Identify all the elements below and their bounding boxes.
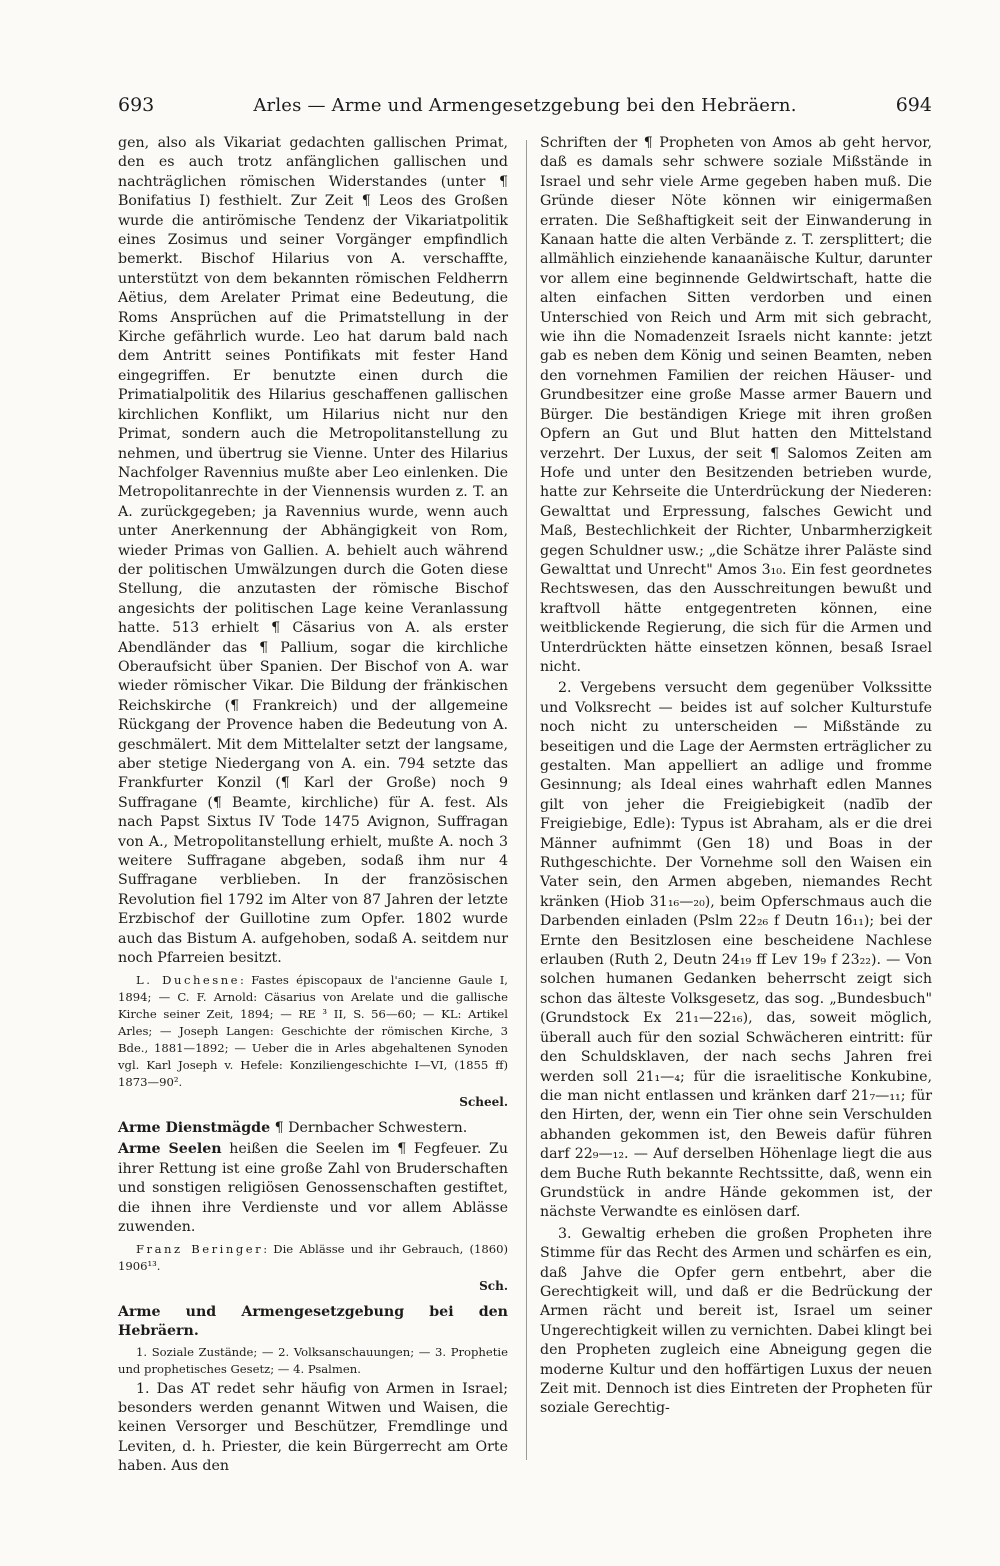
lit-author: Franz Beringer: [136, 1242, 264, 1257]
section-3-paragraph: 3. Gewaltig erheben die großen Propheten ihre Stimme für das Recht des Armen und schärfen es ein, daß Jahve die Opfer gern entbehrt, aber die Gerechtigkeit will, und daß er die Bedrückung der Armen rächt und bereit ist, Israel um seiner Ungerechtigkeit willen zu vernichten. Dabei klingt bei den Propheten zugleich eine Abneigung gegen die moderne Kultur und den hoffärtigen Luxus der neuen Zeit mit. Dennoch ist dies Eintreten der Propheten für soziale Gerechtig-: [540, 1225, 932, 1417]
column-divider: [526, 140, 527, 1460]
arles-continuation-paragraph: gen, also als Vikariat gedachten gallischen Primat, den es auch trotz anfänglichen gallischen und nachträglichen römischen Widerstandes (unter ¶ Bonifatius I) festhielt. Zur Zeit ¶ Leos des Großen wurde die antirömische Tendenz der Vikariatpolitik eines Zosimus und seiner Vorgänger empfindlich bemerkt. Bischof Hilarius von A. verschaffte, unterstützt von dem bekannten römischen Feldherrn Aëtius, dem Arelater Primat eine Bedeutung, die Roms Ansprüchen auf die Primatstellung in der Kirche gefährlich wurde. Leo hat darum bald nach dem Antritt seines Pontifikats mit fester Hand eingegriffen. Er benutzte einen durch die Primatialpolitik des Hilarius geschaffenen gallischen kirchlichen Konflikt, um Hilarius nicht nur den Primat, sondern auch die Metropolitanstellung zu nehmen, und übertrug sie Vienne. Unter des Hilarius Nachfolger Ravennius mußte aber Leo einlenken. Die Metropolitanrechte in der Viennensis wurden z. T. an A. zurückgegeben; ja Ravennius wurde, wenn auch unter Anerkennung der Abhängigkeit von Rom, wieder Primas von Gallien. A. behielt auch während der politischen Umwälzungen durch die Goten diese Stellung, die anzutasten der römische Bischof angesichts der politischen Lage keine Veranlassung hatte. 513 erhielt ¶ Cäsarius von A. als erster Abendländer das ¶ Pallium, sogar die kirchliche Oberaufsicht über Spanien. Der Bischof von A. war wieder römischer Vikar. Die Bildung der fränkischen Reichskirche (¶ Frankreich) und der allgemeine Rückgang der Provence haben die Bedeutung von A. geschmälert. Mit dem Mittelalter setzt der langsame, aber stetige Niedergang von A. ein. 794 setzte das Frankfurter Konzil (¶ Karl der Große) noch 9 Suffragane (¶ Beamte, kirchliche) für A. fest. Als nach Papst Sixtus IV Tode 1475 Avignon, Suffragan von A., Metropolitanstellung erhielt, mußte A. noch 3 weitere Suffragane abgeben, sodaß ihm nur 4 Suffragane verblieben. In der französischen Revolution fiel 1792 im Alter von 87 Jahren der letzte Erzbischof der Guillotine zum Opfer. 1802 wurde auch das Bistum A. aufgehoben, sodaß A. seitdem nur noch Pfarreien besitzt.: [118, 135, 508, 967]
article-heading: Arme und Armengesetzgebung bei den Hebräern.: [118, 1303, 508, 1340]
section-1-paragraph: 1. Das AT redet sehr häufig von Armen in Israel; besonders werden genannt Witwen und Waisen, die keinen Versorger und Beschützer, Fremdlinge und Leviten, d. h. Priester, die kein Bürgerrecht am Orte haben. Aus den: [118, 1380, 508, 1475]
entry-text: heißen die Seelen im ¶ Fegfeuer. Zu ihrer Rettung ist eine große Zahl von Bruderschaften und sonstigen religiösen Genossenschaften gestiftet, die ihnen ihre Verdienste und vor allem Ablässe zuwenden.: [118, 1141, 508, 1235]
entry-arme-seelen: [118, 1140, 508, 1237]
article-summary: 1. Soziale Zustände; — 2. Volksanschauungen; — 3. Prophetie und prophetisches Gesetz; — 4. Psalmen.: [118, 1344, 508, 1376]
running-title: Arles — Arme und Armengesetzgebung bei den Hebräern.: [253, 95, 797, 116]
section-2-paragraph: 2. Vergebens versucht dem gegenüber Volkssitte und Volksrecht — beides ist auf solcher Kulturstufe noch nicht zu unterscheiden — Mißstände zu beseitigen und die Lage der Aermsten erträglicher zu gestalten. Man appelliert an adlige und fromme Gesinnung; als Ideal eines wahrhaft edlen Mannes gilt von jeher die Freigiebigkeit (nadīb der Freigiebige, Edle): Typus ist Abraham, als er die drei Männer aufnimmt (Gen 18) und Boas in der Ruthgeschichte. Der Vornehme soll den Waisen ein Vater sein, den Armen abgeben, niemandes Recht kränken (Hiob 31₁₆—₂₀), beim Opferschmaus auch die Darbenden einladen (Pslm 22₂₆ f Deutn 16₁₁); bei der Ernte den Besitzlosen eine bescheidene Nachlese erlauben (Ruth 2, Deutn 24₁₉ ff Lev 19₉ f 23₂₂). — Von solchen humanen Gedanken beherrscht zeigt sich schon das älteste Volksgesetz, das sog. „Bundesbuch" (Grundstock Ex 21₁—22₁₆), das, soweit möglich, überall auch für den sozial Schwächeren eintritt: für den Schuldsklaven, der nach sechs Jahren frei werden soll 21₁—₄; für die israelitische Konkubine, die man nicht entlassen und kränken darf 21₇—₁₁; für den Hirten, der, wenn ein Tier ohne sein Verschulden abhanden gekommen ist, den Beweis dafür führen darf 22₉—₁₂. — Auf derselben Höhenlage liegt die aus dem Buche Ruth bekannte Rechtssitte, daß, wenn ein Grundstück in andre Hände gekommen ist, der nächste Verwandte es einlösen darf.: [540, 680, 932, 1221]
entry-heading: Arme Dienstmägde: [118, 1119, 271, 1136]
page-number-left: 693: [118, 94, 155, 116]
section-1-continuation: Schriften der ¶ Propheten von Amos ab geht hervor, daß es damals sehr schwere soziale Mißstände in Israel und sehr viele Arme gegeben haben muß. Die Gründe dieser Nöte können wir einigermaßen erraten. Die Seßhaftigkeit seit der Einwanderung in Kanaan hatte die alten Verbände z. T. zersplittert; die allmählich einziehende kanaanäische Kultur, darunter vor allem eine beginnende Geldwirtschaft, hatte die alten einfachen Sitten verdorben und einen Unterschied von Reich und Arm mit sich gebracht, wie ihn die Nomadenzeit Israels nicht kannte: jetzt gab es neben dem König und seinen Beamten, neben den vornehmen Familien der reichen Häuser- und Grundbesitzer eine große Masse armer Bauern und Bürger. Die beständigen Kriege mit ihren großen Opfern an Gut und Blut hatten den Mittelstand verzehrt. Der Luxus, der seit ¶ Salomos Zeiten am Hofe und unter den Besitzenden betrieben wurde, hatte zur Kehrseite die Unterdrückung der Niederen: Gewalttat und Erpressung, falsches Gewicht und Maß, Bestechlichkeit der Richter, Unbarmherzigkeit gegen Schuldner usw.; „die Schätze ihrer Paläste sind Gewalttat und Unrecht" Amos 3₁₀. Ein fest geordnetes Rechtswesen, das den Ausschreitungen bewußt und kraftvoll hätte entgegentreten können, eine weitblickende Regierung, die sich für die Armen und Unterdrückten hätte einsetzen können, besaß Israel nicht.: [540, 135, 932, 675]
entry-heading: Arme Seelen: [118, 1141, 222, 1158]
lit-text: : Die Ablässe und ihr Gebrauch, (1860) 1906¹³.: [118, 1242, 508, 1274]
arles-literature: [118, 972, 508, 1091]
seelen-literature: [118, 1241, 508, 1275]
cross-reference: ¶ Dernbacher Schwestern.: [270, 1119, 468, 1136]
running-header: [118, 94, 932, 124]
left-column: [118, 134, 508, 1479]
lit-text: : Fastes épiscopaux de l'ancienne Gaule I, 1894; — C. F. Arnold: Cäsarius von Arelate und die gallische Kirche seiner Zeit, 1894; — RE ³ II, S. 56—60; — KL: Artikel Arles; — Joseph Langen: Geschichte der römischen Kirche, 3 Bde., 1881—1892; — Ueber die in Arles abgehaltenen Synoden vgl. Karl Joseph v. Hefele: Konziliengeschichte I—VI, (1855 ff) 1873—90².: [118, 973, 508, 1090]
page-number-right: 694: [895, 94, 932, 116]
entry-arme-dienstmaegde: [118, 1119, 508, 1138]
author-signature-scheel: Scheel.: [459, 1095, 508, 1110]
lit-author: L. Duchesne: [136, 973, 241, 988]
right-column: [540, 134, 932, 1421]
author-signature-sch: Sch.: [479, 1279, 508, 1294]
